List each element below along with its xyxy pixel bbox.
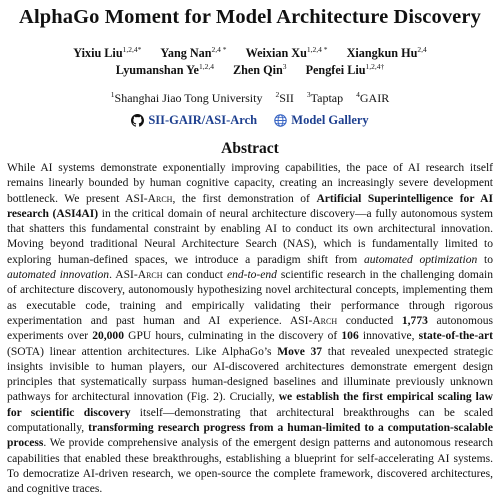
paper-title: AlphaGo Moment for Model Architecture Discovery (19, 6, 481, 28)
affiliation-sup: 1 (110, 90, 115, 99)
abstract-emphasis-bold: transforming research progress from a human-limited to a computation-scalable process (7, 422, 493, 450)
abstract-emphasis-bold: 20,000 (92, 330, 124, 343)
abstract-text-run: , the first demonstration of (172, 192, 317, 205)
author-affil-sup: 1,2,4† (365, 62, 385, 71)
affiliation-sup: 4 (356, 90, 360, 99)
author-name: Xiangkun Hu (346, 46, 418, 60)
author-row-1 (0, 45, 500, 61)
repo-link-label: SII-GAIR/ASI-Arch (148, 113, 258, 127)
github-icon (131, 114, 144, 127)
abstract-emphasis-bold: state-of-the-art (418, 330, 493, 343)
abstract-text-run: While AI systems demonstrate exponentially improving capabilities, the pace of AI research itself remains linearly bounded by human cognitive capacity, creating an increasingly severe development bottleneck. We present ASI- (7, 162, 493, 205)
affiliation-name: Shanghai Jiao Tong University (114, 91, 263, 105)
abstract-emphasis-italic: automated innovation (7, 269, 110, 282)
affiliation-sup: 2 (275, 90, 280, 99)
model-gallery-link[interactable] (274, 113, 368, 128)
abstract-text-run: (SOTA) linear attention architectures. Like AlphaGo’s (7, 345, 278, 358)
abstract-text-run: GPU hours, culminating in the discovery of (123, 330, 342, 343)
author (73, 46, 141, 60)
paper-links (0, 113, 500, 131)
affiliation (275, 91, 293, 105)
author-name: Lyumanshan Ye (115, 63, 199, 77)
abstract-text-run: scientific research in the challenging domain of architecture discovery, autonomously hypothesizing novel architectural concepts, implementing them as executable code, training and empirically validating their performance through rigorous experimentation and past human and AI experience. ASI- (7, 269, 493, 327)
repo-link[interactable] (131, 113, 257, 128)
author (116, 63, 214, 77)
author-name: Yang Nan (160, 46, 212, 60)
abstract-text-run: . We provide comprehensive analysis of the emergent design patterns and autonomous research capabilities that enabled these breakthroughs, establishing a blueprint for self-accelerating AI systems. To democratize AI-driven research, we open-source the complete framework, discovered architectures, and cognitive traces. (7, 437, 493, 496)
abstract-text-run: to (477, 253, 494, 266)
abstract-emphasis-bold: we establish the first empirical scaling law for scientific discovery (7, 391, 493, 419)
author (347, 46, 427, 60)
model-gallery-label: Model Gallery (291, 113, 369, 127)
abstract-emphasis-bold: Artificial Superintelligence for AI research (ASI4AI) (7, 192, 493, 220)
author-name: Weixian Xu (245, 46, 307, 60)
abstract-text-run: in the critical domain of neural architecture discovery—a fully autonomous system that shatters this fundamental constraint by enabling AI to conduct its own architectural innovation. Moving beyond traditional Neural Architecture Search (NAS), which is fundamentally limited to exploring human-defined spaces, we introduce a paradigm shift from (7, 207, 493, 266)
affiliations (0, 90, 500, 106)
author (306, 63, 385, 77)
abstract-emphasis-italic: automated optimization (363, 253, 478, 266)
author (160, 46, 226, 60)
abstract-text-run: can conduct (162, 269, 227, 282)
abstract-text-run: . ASI- (109, 269, 138, 282)
abstract-smallcaps: Arch (137, 269, 163, 282)
abstract-emphasis-italic: end-to-end (226, 269, 277, 282)
abstract-body (7, 161, 493, 498)
author-affil-sup: 1,2,4 * (306, 45, 328, 54)
author-name: Zhen Qin (232, 63, 283, 77)
abstract-text-run: innovative, (358, 330, 419, 343)
abstract-text-run: that revealed unexpected strategic insights invisible to human players, our AI-discovered architectures demonstrate emergent design principles that systematically surpass human-designed baselines and illuminate previously unknown pathways for architectural innovation (Fig. 2). Crucially, (7, 345, 493, 404)
author-affil-sup: 2,4 (417, 45, 427, 54)
author (233, 63, 287, 77)
abstract-emphasis-bold: 106 (341, 330, 359, 343)
abstract-text-run: autonomous experiments over (7, 314, 493, 343)
author-row-2 (0, 62, 500, 78)
abstract-emphasis-bold: 1,773 (401, 314, 428, 327)
affiliation (111, 91, 263, 105)
affiliation-name: SII (279, 91, 294, 105)
abstract-heading: Abstract (221, 140, 279, 157)
author-affil-sup: 3 (282, 62, 287, 71)
affiliation (307, 91, 343, 105)
author-affil-sup: 1,2,4* (122, 45, 142, 54)
globe-icon (274, 114, 287, 127)
abstract-smallcaps: Arch (147, 192, 173, 205)
abstract-text-run: itself—demonstrating that architectural breakthroughs can be scaled computationally, (7, 406, 493, 435)
affiliation-name: GAIR (359, 91, 390, 105)
author (246, 46, 328, 60)
abstract-text-run: conducted (337, 314, 402, 327)
author-affil-sup: 2,4 * (211, 45, 227, 54)
author-name: Yixiu Liu (73, 46, 123, 60)
author-name: Pengfei Liu (305, 63, 366, 77)
affiliation (356, 91, 389, 105)
affiliation-name: Taptap (310, 91, 344, 105)
affiliation-sup: 3 (306, 90, 311, 99)
abstract-smallcaps: Arch (312, 314, 338, 327)
abstract-emphasis-bold: Move 37 (277, 345, 323, 358)
author-affil-sup: 1,2,4 (198, 62, 214, 71)
